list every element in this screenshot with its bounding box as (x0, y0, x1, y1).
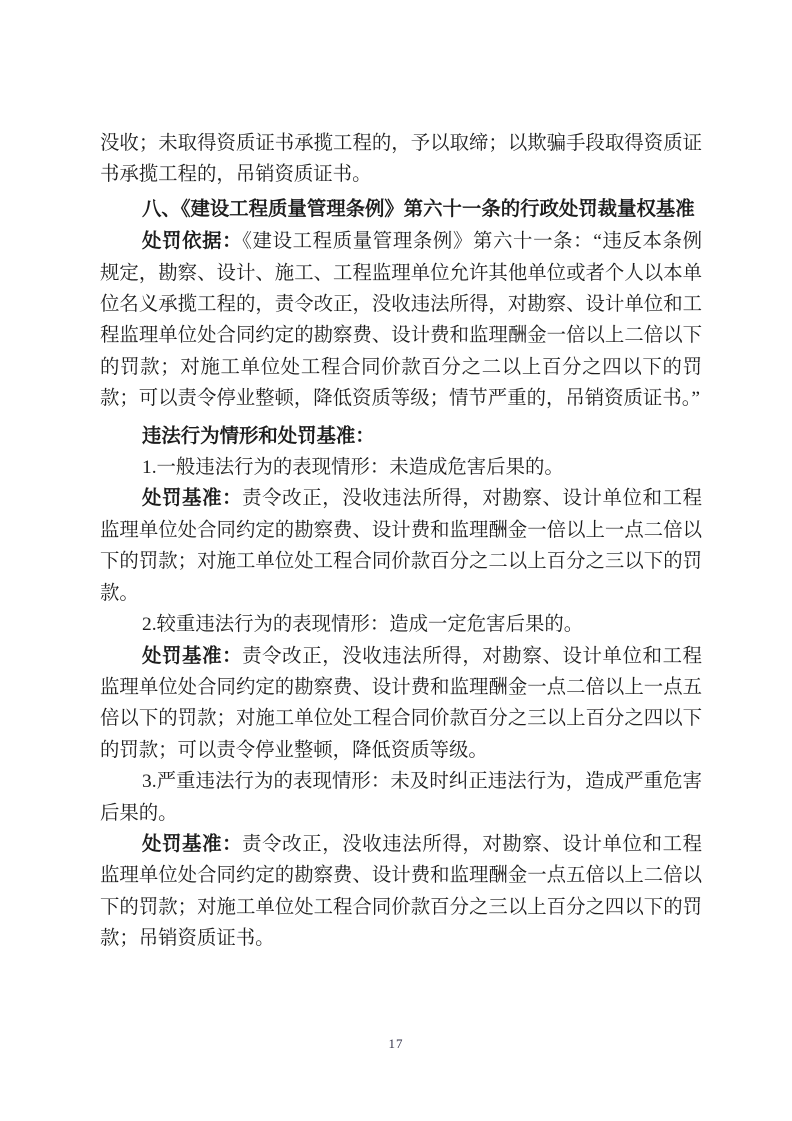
section-heading: 八、《建设工程质量管理条例》第六十一条的行政处罚裁量权基准 (142, 198, 695, 220)
paragraph: 处罚基准：责令改正，没收违法所得，对勘察、设计单位和工程监理单位处合同约定的勘察费、设计费和监理酬金一倍以上一点二倍以下的罚款；对施工单位处工程合同价款百分之二以上百分之三以下的罚款。 (100, 488, 703, 604)
document-body (100, 128, 702, 955)
sub-heading: 违法行为情形和处罚基准： (142, 425, 375, 447)
paragraph-lead: 处罚依据： (142, 231, 243, 253)
paragraph: 1.一般违法行为的表现情形：未造成危害后果的。 (142, 457, 564, 479)
paragraph-lead: 处罚基准： (142, 488, 243, 510)
paragraph-lead: 处罚基准： (142, 645, 243, 667)
page-number: 17 (388, 1036, 404, 1051)
paragraph: 3.严重违法行为的表现情形：未及时纠正违法行为，造成严重危害后果的。 (100, 771, 702, 824)
paragraph: 没收；未取得资质证书承揽工程的，予以取缔；以欺骗手段取得资质证书承揽工程的，吊销资质证书。 (100, 133, 702, 186)
paragraph-lead: 处罚基准： (142, 833, 243, 855)
paragraph: 处罚基准：责令改正，没收违法所得，对勘察、设计单位和工程监理单位处合同约定的勘察费、设计费和监理酬金一点五倍以上二倍以下的罚款；对施工单位处工程合同价款百分之三以上百分之四以下的罚款；吊销资质证书。 (100, 833, 703, 950)
paragraph: 2.较重违法行为的表现情形：造成一定危害后果的。 (142, 614, 584, 636)
paragraph: 处罚依据：《建设工程质量管理条例》第六十一条：“违反本条例规定，勘察、设计、施工、工程监理单位允许其他单位或者个人以本单位名义承揽工程的，责令改正，没收违法所得，对勘察、设计单位和工程监理单位处合同约定的勘察费、设计费和监理酬金一倍以上二倍以下的罚款；对施工单位处工程合同价款百分之二以上百分之四以下的罚款；可以责令停业整顿，降低资质等级；情节严重的，吊销资质证书。” (100, 231, 703, 410)
paragraph: 处罚基准：责令改正，没收违法所得，对勘察、设计单位和工程监理单位处合同约定的勘察费、设计费和监理酬金一点二倍以上一点五倍以下的罚款；对施工单位处工程合同价款百分之三以上百分之四以下的罚款；可以责令停业整顿，降低资质等级。 (100, 645, 703, 761)
